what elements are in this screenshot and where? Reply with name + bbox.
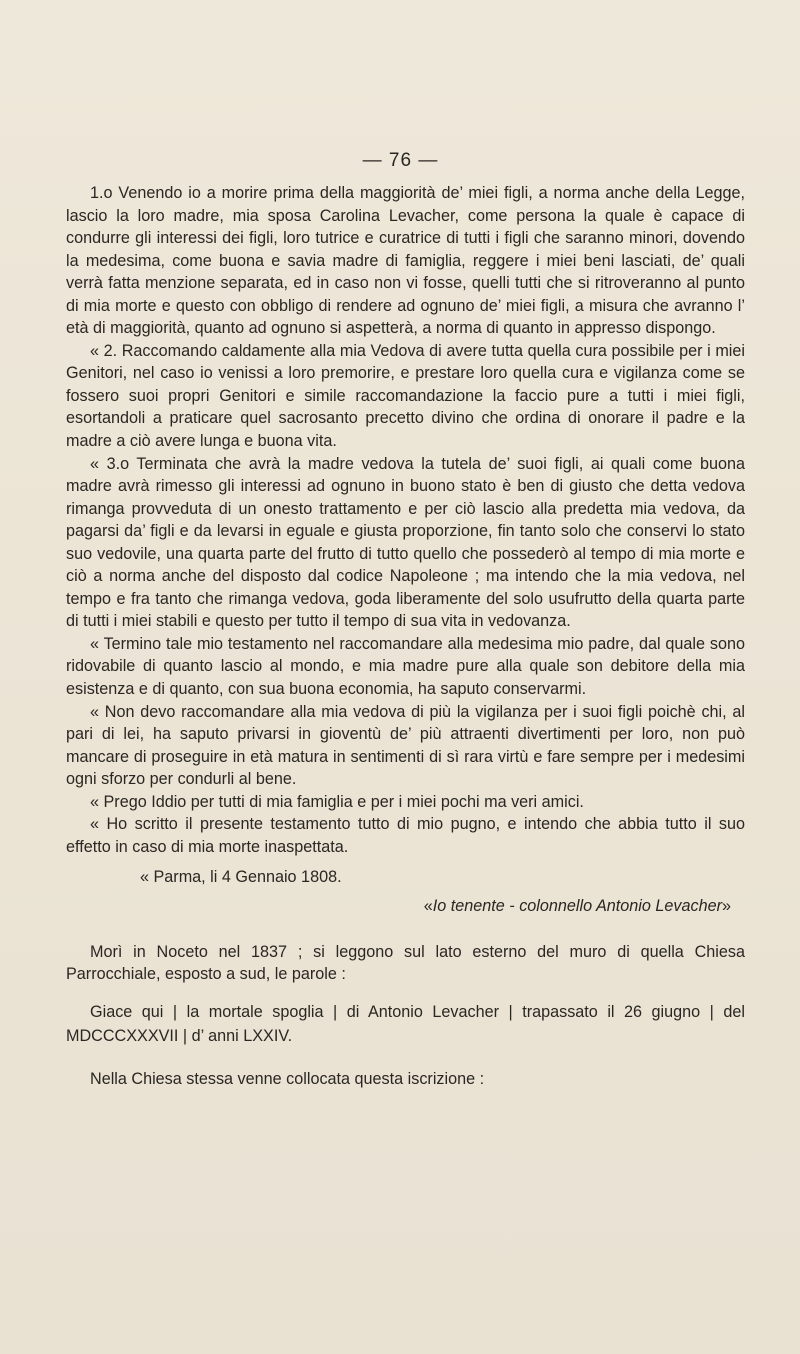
- signature-close-quote: »: [721, 896, 731, 915]
- paragraph-2: « 2. Raccomando caldamente alla mia Vedova di avere tutta quella cura possibile per i miei Genitori, nel caso io venissi a loro premorire, e prestare loro quella cura e vigilanza come se fossero suoi propri Genitori e simile raccomandazione la faccio pure a tutti i miei figli, esortandoli a praticare quel sacrosanto precetto divino che ordina di onorare il padre e la madre a ciò avere lunga e buona vita.: [66, 341, 745, 451]
- page-number: — 76 —: [362, 150, 439, 171]
- signature-open-quote: «: [423, 896, 433, 915]
- testament-text: [66, 182, 745, 918]
- date-line: « Parma, li 4 Gennaio 1808.: [140, 868, 342, 887]
- death-note: Morì in Noceto nel 1837 ; si leggono sul lato esterno del muro di quella Chiesa Parrocchiale, esposto a sud, le parole :: [66, 942, 745, 984]
- paragraph-1: 1.o Venendo io a morire prima della maggiorità de’ miei figli, a norma anche della Legge, lascio la loro madre, mia sposa Carolina Levacher, come persona la quale è capace di condurre gli interessi dei figli, loro tutrice e curatrice di tutti i figli che saranno minori, dovendo la medesima, come buona e savia madre di famiglia, reggere i miei beni lasciati, de’ quali verrà fatta menzione separata, ed in caso non vi fosse, quelli tutti che si ritroveranno al punto di mia morte e questo con obbligo di rendere ad ognuno de’ miei figli, a misura che avranno l’ età di maggiorità, quanto ad ognuno si aspetterà, a norma di quanto in appresso dispongo.: [66, 184, 745, 338]
- signature: [66, 895, 745, 918]
- epitaph: Giace qui | la mortale spoglia | di Antonio Levacher | trapassato il 26 giugno | del MDCCCXXXVII | d’ anni LXXIV.: [66, 1002, 745, 1045]
- paragraph-6: « Prego Iddio per tutti di mia famiglia e per i miei pochi ma veri amici.: [90, 792, 584, 811]
- paragraph-4: « Termino tale mio testamento nel raccomandare alla medesima mio padre, dal quale sono ridovabile di quanto lascio al mondo, e mia madre pure alla quale son debitore della mia esistenza e di quanto, con sua buona economia, ha saputo conservarmi.: [66, 634, 745, 699]
- paragraph-3: « 3.o Terminata che avrà la madre vedova la tutela de’ suoi figli, ai quali come buona madre avrà rimesso gli interessi ad ognuno in buono stato è ben di giusto che detta vedova rimanga provveduta di un onesto trattamento e per ciò lascio alla predetta mia vedova, da pagarsi da’ figli e da levarsi in eguale e giusta proporzione, fin tanto solo che conservi lo stato suo vedovile, una quarta parte del frutto di tutto quello che possederò al tempo di mia morte e ciò a norma anche del disposto dal codice Napoleone ; ma intendo che la mia vedova, nel tempo e fra tanto che rimanga vedova, goda liberamente del solo usufrutto della quarta parte di tutti i miei stabili e questo per tutto il tempo di sua vita in vedovanza.: [66, 454, 745, 631]
- signature-text: Io tenente - colonnello Antonio Levacher: [432, 896, 722, 915]
- paragraph-5: « Non devo raccomandare alla mia vedova di più la vigilanza per i suoi figli poichè chi, al pari di lei, ha saputo privarsi in gioventù de’ più attraenti divertimenti per loro, non può mancare di proseguire in età matura in sentimenti di sì rara virtù e fare sempre per i medesimi ogni sforzo per condurli al bene.: [66, 702, 745, 789]
- closing-line: Nella Chiesa stessa venne collocata questa iscrizione :: [90, 1069, 485, 1088]
- paragraph-7: « Ho scritto il presente testamento tutto di mio pugno, e intendo che abbia tutto il suo effetto in caso di mia morte inaspettata.: [66, 815, 745, 856]
- post-testament-text: [66, 941, 745, 1091]
